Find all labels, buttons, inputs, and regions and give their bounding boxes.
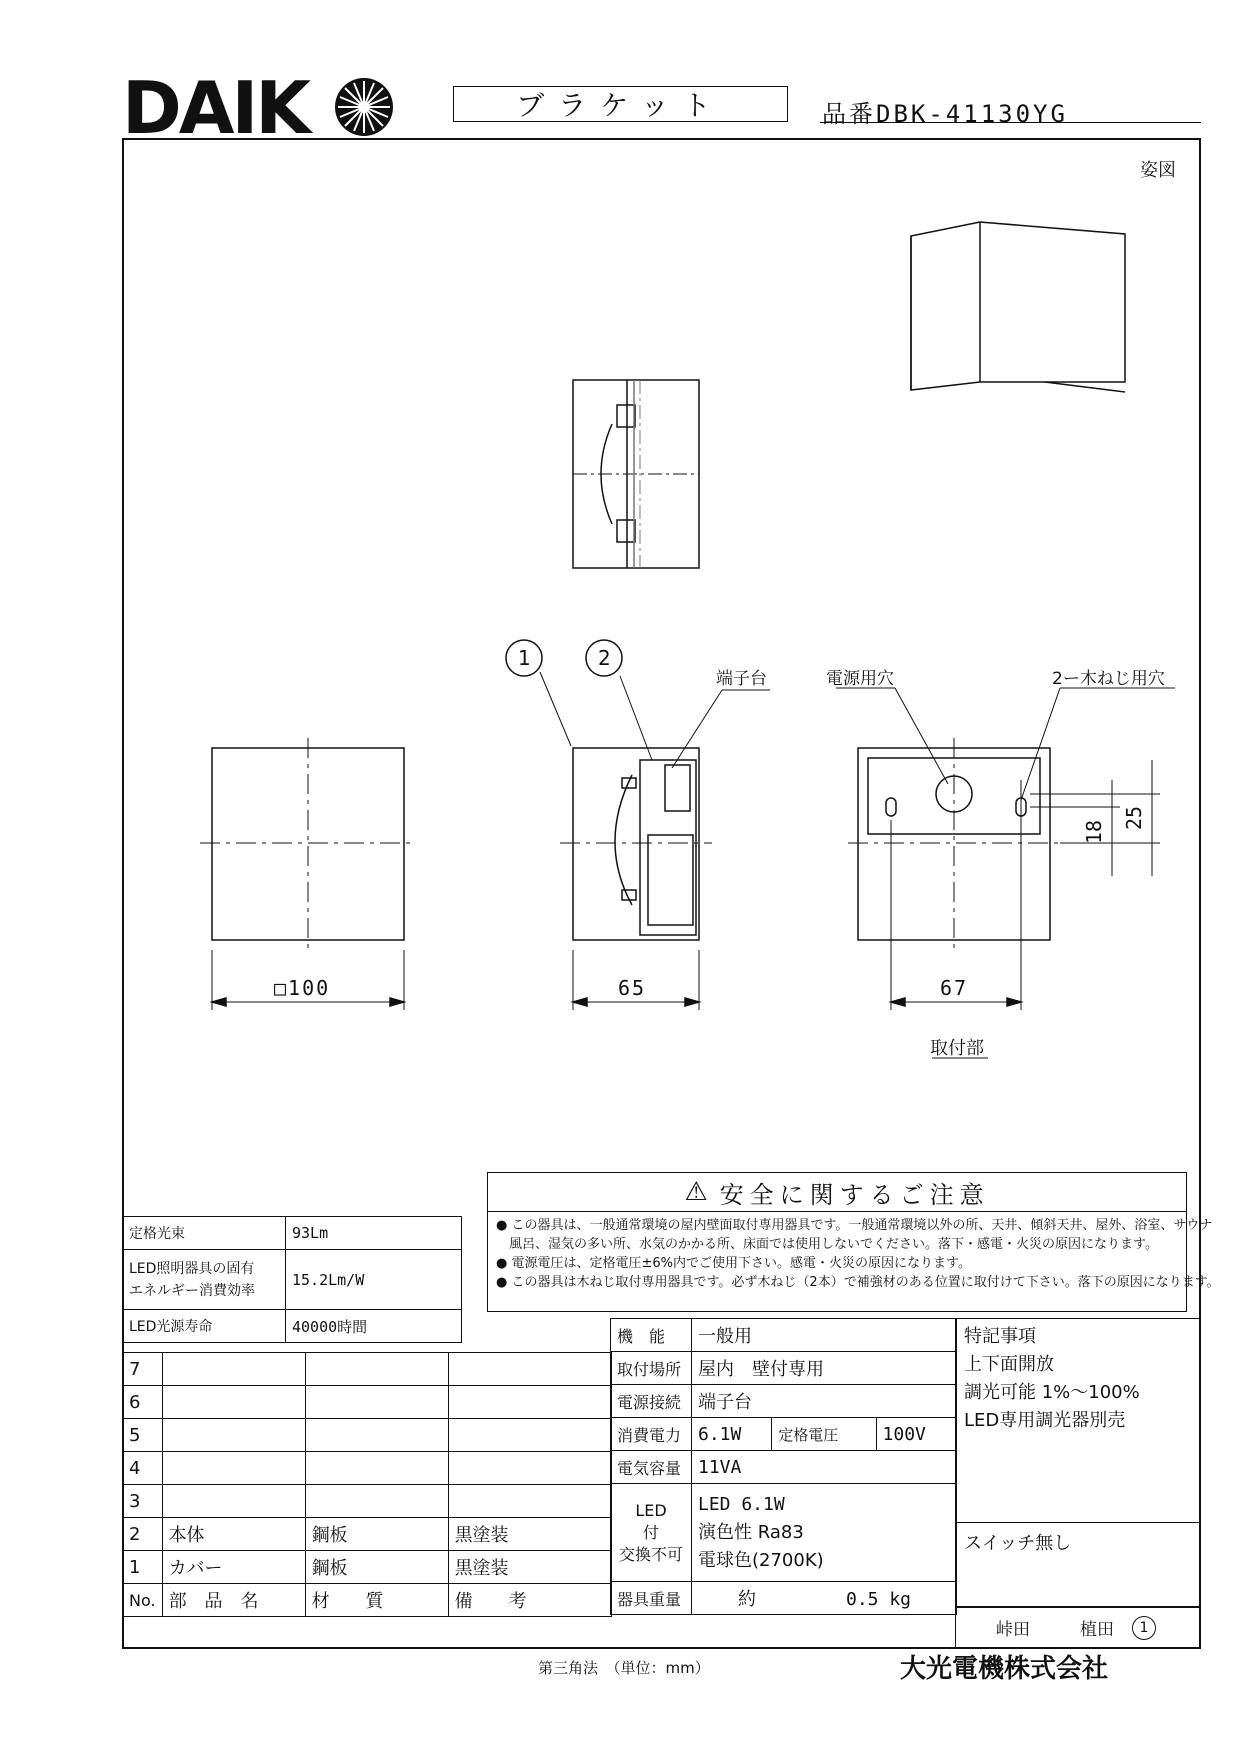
table-row (123, 1419, 612, 1452)
spec-location-label: 取付場所 (611, 1352, 692, 1385)
signature-name2: 植田 (1080, 1620, 1114, 1640)
projection-note: 第三角法 （単位：mm） (538, 1659, 710, 1677)
spec-value: 40000時間 (286, 1310, 462, 1343)
part-no: 4 (123, 1452, 163, 1485)
part-name (162, 1452, 305, 1485)
revision-badge: 1 (1132, 1616, 1156, 1640)
part-note (448, 1452, 611, 1485)
spec-capacity-value: 11VA (692, 1451, 957, 1484)
parts-table (122, 1352, 612, 1617)
spec-function-value: 一般用 (692, 1319, 957, 1352)
logo-text: DAIK (122, 66, 309, 150)
spec-label-line2: エネルギー消費効率 (129, 1282, 255, 1299)
spec-location-value: 屋内 壁付専用 (692, 1352, 957, 1385)
dim-25: 25 (1122, 805, 1147, 831)
spec-label (123, 1250, 286, 1310)
spec-powerconn-value: 端子台 (692, 1385, 957, 1418)
front-view (200, 738, 416, 1010)
features-box (955, 1318, 1200, 1608)
mount-view (836, 688, 1175, 1010)
table-row (123, 1452, 612, 1485)
spec-rated-value: 100V (876, 1418, 956, 1451)
spec-function-label: 機 能 (611, 1319, 692, 1352)
header-note: 備 考 (448, 1584, 611, 1617)
spec-led-value (692, 1484, 957, 1582)
table-row (123, 1386, 612, 1419)
header-name: 部 品 名 (162, 1584, 305, 1617)
part-no: 2 (123, 1518, 163, 1551)
weight-value: 0.5 kg (846, 1589, 912, 1610)
part-material (305, 1386, 448, 1419)
header-material: 材 質 (305, 1584, 448, 1617)
spec-label-line1: LED照明器具の固有 (129, 1260, 255, 1277)
part-material (305, 1452, 448, 1485)
spec-label: LED光源寿命 (123, 1310, 286, 1343)
part-material (305, 1419, 448, 1452)
screw-holes-label: 2ー木ねじ用穴 (1052, 669, 1165, 689)
mount-label: 取付部 (930, 1038, 984, 1059)
led-line1: LED 6.1W (698, 1493, 785, 1515)
warning-icon: ⚠ (684, 1177, 714, 1207)
part-no: 7 (123, 1353, 163, 1386)
table-row (123, 1518, 612, 1551)
led-label1: LED (635, 1500, 667, 1520)
safety-body (488, 1212, 1220, 1296)
safety-title (488, 1173, 1186, 1212)
part-name: カバー (162, 1551, 305, 1584)
part-no: 1 (123, 1551, 163, 1584)
safety-line: ● この器具は木ねじ取付専用器具です。必ず木ねじ（2本）で補強材のある位置に取付けて下さい。落下の原因になります。 (496, 1275, 1220, 1290)
led-line2: 演色性 Ra83 (698, 1521, 804, 1543)
side-view (540, 672, 770, 1010)
part-number: 品番DBK-41130YG (822, 100, 1068, 128)
dim-front-width: □100 (274, 976, 331, 1000)
spec-consumption-label: 消費電力 (611, 1418, 692, 1451)
switch-note: スイッチ無し (956, 1522, 1199, 1561)
dim-depth: 65 (618, 976, 647, 1000)
balloon-1-label: 1 (518, 646, 531, 670)
power-hole-label: 電源用穴 (826, 669, 894, 689)
feature-line: 調光可能 1%～100% (964, 1382, 1140, 1403)
spec-weight-label: 器具重量 (611, 1582, 692, 1615)
table-row (123, 1353, 612, 1386)
spec-capacity-label: 電気容量 (611, 1451, 692, 1484)
spec-weight-value (692, 1582, 957, 1615)
part-name (162, 1485, 305, 1518)
product-spec-table (610, 1318, 957, 1615)
part-name (162, 1419, 305, 1452)
part-note (448, 1353, 611, 1386)
safety-line: ● この器具は、一般通常環境の屋内壁面取付専用器具です。一般通常環境以外の所、天井、傾斜天井、屋外、浴室、サウナ (496, 1218, 1213, 1233)
part-note: 黒塗装 (448, 1551, 611, 1584)
part-material: 鋼板 (305, 1551, 448, 1584)
part-material (305, 1485, 448, 1518)
spec-row-efficiency (123, 1250, 462, 1310)
safety-line: 風呂、湿気の多い所、水気のかかる所、床面では使用しないでください。落下・感電・火災の原因になります。 (496, 1237, 1158, 1252)
safety-line: ● 電源電圧は、定格電圧±6%内でご使用下さい。感電・火災の原因になります。 (496, 1256, 971, 1271)
part-no: 6 (123, 1386, 163, 1419)
safety-notice (487, 1172, 1220, 1312)
features-title: 特記事項 (964, 1326, 1036, 1347)
spec-label: 定格光束 (123, 1217, 286, 1250)
part-no: 5 (123, 1419, 163, 1452)
left-spec-table (122, 1216, 462, 1343)
part-note (448, 1386, 611, 1419)
part-material: 鋼板 (305, 1518, 448, 1551)
led-label2: 付 (642, 1522, 659, 1542)
dim-18: 18 (1082, 819, 1107, 845)
part-note (448, 1419, 611, 1452)
spec-consumption-value: 6.1W (692, 1418, 772, 1451)
led-label3: 交換不可 (618, 1544, 683, 1564)
weight-prefix: 約 (738, 1589, 756, 1610)
spec-rated-label: 定格電圧 (772, 1418, 876, 1451)
part-material (305, 1353, 448, 1386)
table-row (123, 1551, 612, 1584)
perspective-view (911, 222, 1125, 392)
top-view (573, 380, 699, 568)
part-note: 黒塗装 (448, 1518, 611, 1551)
part-name: 本体 (162, 1518, 305, 1551)
spec-row-life (123, 1310, 462, 1343)
feature-line: LED専用調光器別売 (964, 1410, 1126, 1431)
perspective-label: 姿図 (1140, 160, 1176, 181)
spec-value: 15.2Lm/W (286, 1250, 462, 1310)
balloon-2-label: 2 (598, 646, 611, 670)
part-note (448, 1485, 611, 1518)
company-name: 大光電機株式会社 (900, 1654, 1109, 1684)
signature-box (955, 1606, 1200, 1649)
part-name (162, 1353, 305, 1386)
dim-mount-width: 67 (940, 976, 969, 1000)
header-no: No. (123, 1584, 163, 1617)
spec-led-label (611, 1484, 692, 1582)
safety-title-text: 安全に関するご注意 (719, 1180, 990, 1209)
table-row (123, 1485, 612, 1518)
table-header-row (123, 1584, 612, 1617)
spec-row-lumen (123, 1217, 462, 1250)
spec-powerconn-label: 電源接続 (611, 1385, 692, 1418)
part-name (162, 1386, 305, 1419)
feature-line: 上下面開放 (964, 1354, 1054, 1375)
terminal-label: 端子台 (716, 669, 767, 689)
product-title: ブラケット (453, 86, 788, 122)
signature-name1: 峠田 (996, 1620, 1030, 1640)
spec-value: 93Lm (286, 1217, 462, 1250)
part-no: 3 (123, 1485, 163, 1518)
led-line3: 電球色(2700K) (698, 1549, 824, 1571)
